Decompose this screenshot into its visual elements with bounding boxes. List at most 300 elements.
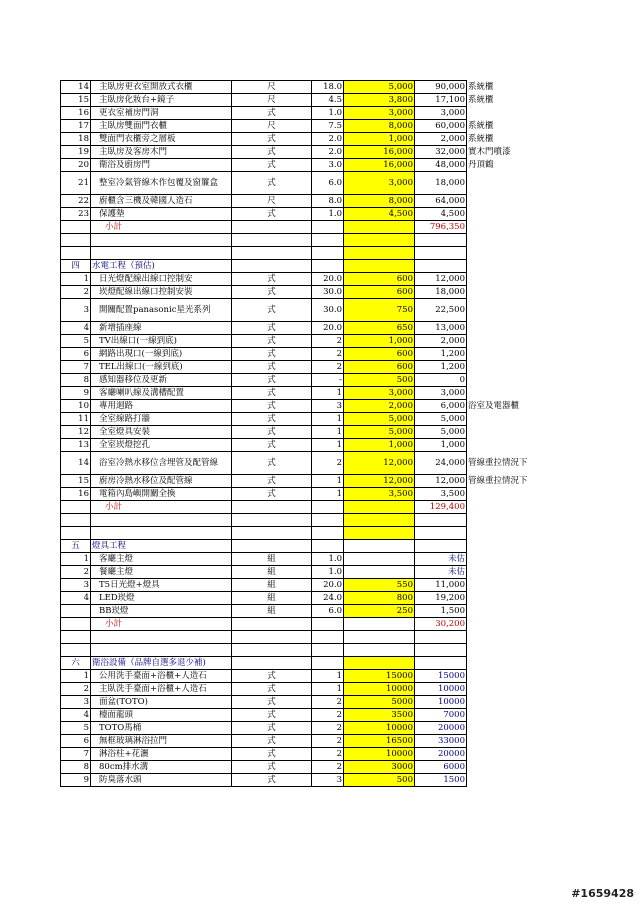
row-index: 7 xyxy=(61,361,91,374)
line-total: 1,200 xyxy=(415,348,467,361)
unit-price xyxy=(344,527,415,540)
item-name: 淋浴柱+花灑 xyxy=(91,748,232,761)
item-unit xyxy=(232,234,312,247)
line-total: 3,500 xyxy=(415,488,467,501)
item-name xyxy=(91,234,232,247)
item-note xyxy=(467,605,549,618)
row-index: 21 xyxy=(61,172,91,195)
row-index: 2 xyxy=(61,683,91,696)
unit-price: 650 xyxy=(344,322,415,335)
row-index: 5 xyxy=(61,335,91,348)
line-total xyxy=(415,644,467,657)
unit-price xyxy=(344,618,415,631)
item-name: 防臭落水頭 xyxy=(91,774,232,787)
item-unit: 式 xyxy=(232,273,312,286)
table-row xyxy=(61,400,549,413)
item-unit: 式 xyxy=(232,361,312,374)
unit-price: 3,000 xyxy=(344,387,415,400)
section-title: 水電工程（預估) xyxy=(91,260,232,273)
item-unit: 式 xyxy=(232,475,312,488)
table-row xyxy=(61,286,549,299)
item-name: TOTO馬桶 xyxy=(91,722,232,735)
item-quantity: 2 xyxy=(312,348,344,361)
line-total: 18,000 xyxy=(415,172,467,195)
unit-price: 10000 xyxy=(344,748,415,761)
row-index: 19 xyxy=(61,146,91,159)
line-total: 3,000 xyxy=(415,107,467,120)
item-quantity: 2 xyxy=(312,452,344,475)
item-unit: 組 xyxy=(232,566,312,579)
unit-price: 8,000 xyxy=(344,195,415,208)
item-note: 系統櫃 xyxy=(468,133,494,144)
subtotal-row xyxy=(61,501,549,514)
item-quantity: 1.0 xyxy=(312,107,344,120)
row-index: 9 xyxy=(61,774,91,787)
line-total: 60,000 xyxy=(415,120,467,133)
quotation-sheet xyxy=(60,80,528,787)
row-index: 4 xyxy=(61,322,91,335)
item-name: 80cm排水溝 xyxy=(91,761,232,774)
row-index: 2 xyxy=(61,286,91,299)
item-unit xyxy=(232,514,312,527)
subtotal-label: 小計 xyxy=(91,618,232,631)
item-note xyxy=(467,709,549,722)
item-note xyxy=(467,335,549,348)
item-quantity: 3.0 xyxy=(312,159,344,172)
table-row xyxy=(61,172,549,195)
line-total: 未估 xyxy=(415,553,467,566)
item-quantity: 2 xyxy=(312,335,344,348)
item-note xyxy=(467,299,549,322)
unit-price: 600 xyxy=(344,348,415,361)
unit-price: 600 xyxy=(344,273,415,286)
item-quantity: 20.0 xyxy=(312,322,344,335)
row-index: 14 xyxy=(61,452,91,475)
item-unit: 組 xyxy=(232,605,312,618)
unit-price: 1,000 xyxy=(344,439,415,452)
item-note xyxy=(467,774,549,787)
item-name: 網路出現口(一線到底) xyxy=(91,348,232,361)
table-row xyxy=(61,748,549,761)
table-row xyxy=(61,361,549,374)
table-row xyxy=(61,387,549,400)
item-name: 電箱內島嶼開關全換 xyxy=(91,488,232,501)
item-quantity xyxy=(312,644,344,657)
item-name: 無框玻璃淋浴拉門 xyxy=(91,735,232,748)
item-note xyxy=(467,322,549,335)
unit-price: 15000 xyxy=(344,670,415,683)
item-unit: 式 xyxy=(232,426,312,439)
item-unit: 式 xyxy=(232,761,312,774)
item-quantity: 2 xyxy=(312,735,344,748)
row-index: 8 xyxy=(61,374,91,387)
item-name: BB崁燈 xyxy=(91,605,232,618)
unit-price: 500 xyxy=(344,374,415,387)
row-index xyxy=(61,247,91,260)
blank-row xyxy=(61,644,549,657)
item-unit: 式 xyxy=(232,452,312,475)
table-row xyxy=(61,159,549,172)
table-row xyxy=(61,774,549,787)
item-unit: 尺 xyxy=(232,195,312,208)
item-unit xyxy=(232,657,312,670)
unit-price: 5000 xyxy=(344,696,415,709)
item-unit xyxy=(232,631,312,644)
item-unit: 式 xyxy=(232,133,312,146)
unit-price: 3500 xyxy=(344,709,415,722)
unit-price xyxy=(344,566,415,579)
line-total: 6000 xyxy=(415,761,467,774)
item-unit: 式 xyxy=(232,683,312,696)
item-name: 檯面龍頭 xyxy=(91,709,232,722)
section-title: 燈具工程 xyxy=(91,540,232,553)
item-name xyxy=(91,527,232,540)
line-total xyxy=(415,527,467,540)
row-index: 22 xyxy=(61,195,91,208)
row-index: 8 xyxy=(61,761,91,774)
item-name: 主臥房化妝台+鏡子 xyxy=(91,94,232,107)
line-total: 24,000 xyxy=(415,452,467,475)
line-total: 90,000 xyxy=(415,81,467,94)
unit-price xyxy=(344,501,415,514)
item-name: 全室崁燈挖孔 xyxy=(91,439,232,452)
row-index: 1 xyxy=(61,553,91,566)
line-total xyxy=(415,260,467,273)
row-index xyxy=(61,514,91,527)
item-note: 系統櫃 xyxy=(468,94,494,105)
unit-price: 1,000 xyxy=(344,133,415,146)
row-index xyxy=(61,527,91,540)
unit-price: 3,800 xyxy=(344,94,415,107)
item-name: 面盆(TOTO) xyxy=(91,696,232,709)
line-total: 32,000 xyxy=(415,146,467,159)
item-quantity: 4.5 xyxy=(312,94,344,107)
item-quantity: 1 xyxy=(312,475,344,488)
item-quantity: 2 xyxy=(312,709,344,722)
item-note: 浴室及電器櫃 xyxy=(468,400,520,411)
row-index: 15 xyxy=(61,94,91,107)
item-quantity: 1.0 xyxy=(312,553,344,566)
unit-price: 12,000 xyxy=(344,452,415,475)
item-note xyxy=(467,361,549,374)
item-name: LED崁燈 xyxy=(91,592,232,605)
subtotal-label: 小計 xyxy=(91,221,232,234)
table-row xyxy=(61,566,549,579)
item-quantity: 1.0 xyxy=(312,566,344,579)
row-index: 10 xyxy=(61,400,91,413)
unit-price: 10000 xyxy=(344,722,415,735)
unit-price: 16,000 xyxy=(344,159,415,172)
row-index: 3 xyxy=(61,299,91,322)
subtotal-row xyxy=(61,221,549,234)
line-total: 6,000 xyxy=(415,400,467,413)
line-total: 19,200 xyxy=(415,592,467,605)
item-note: 丹頂鶴 xyxy=(468,159,494,170)
item-name: 全室線路打牆 xyxy=(91,413,232,426)
item-unit: 式 xyxy=(232,208,312,221)
item-quantity: 7.5 xyxy=(312,120,344,133)
unit-price: 1,000 xyxy=(344,335,415,348)
item-name: 客廳喇叭線及溝槽配置 xyxy=(91,387,232,400)
section-title: 衛浴設備（品牌自選多退少補) xyxy=(91,657,232,670)
document-id-stamp: #1659428 xyxy=(571,887,634,900)
table-row xyxy=(61,761,549,774)
item-note xyxy=(467,387,549,400)
item-name: 主臥房及客房木門 xyxy=(91,146,232,159)
item-note: 管線重拉情況下 xyxy=(468,475,528,486)
subtotal-amount: 129,400 xyxy=(415,501,467,514)
line-total: 7000 xyxy=(415,709,467,722)
line-total xyxy=(415,514,467,527)
blank-row xyxy=(61,514,549,527)
row-index: 2 xyxy=(61,566,91,579)
item-name: T5日光燈+燈具 xyxy=(91,579,232,592)
item-unit: 尺 xyxy=(232,81,312,94)
table-row xyxy=(61,722,549,735)
unit-price: 2,000 xyxy=(344,400,415,413)
item-quantity: - xyxy=(312,374,344,387)
line-total: 2,000 xyxy=(415,335,467,348)
item-unit: 式 xyxy=(232,159,312,172)
item-quantity: 30.0 xyxy=(312,299,344,322)
table-row xyxy=(61,208,549,221)
table-row xyxy=(61,413,549,426)
line-total xyxy=(415,631,467,644)
item-quantity xyxy=(312,247,344,260)
section-number: 六 xyxy=(61,657,91,670)
row-index: 1 xyxy=(61,670,91,683)
subtotal-amount: 796,350 xyxy=(415,221,467,234)
item-note: 管線重拉情況下 xyxy=(468,457,528,468)
item-name: 開關配置panasonic星光系列 xyxy=(91,299,232,322)
row-index: 14 xyxy=(61,81,91,94)
table-row xyxy=(61,579,549,592)
item-unit: 式 xyxy=(232,413,312,426)
line-total: 10000 xyxy=(415,696,467,709)
unit-price: 600 xyxy=(344,286,415,299)
item-note xyxy=(467,488,549,501)
item-quantity: 1 xyxy=(312,413,344,426)
item-note xyxy=(467,413,549,426)
item-name: 雙面門衣櫃旁之層板 xyxy=(91,133,232,146)
item-name: 更衣室補房門洞 xyxy=(91,107,232,120)
blank-row xyxy=(61,247,549,260)
item-note xyxy=(467,553,549,566)
row-index: 7 xyxy=(61,748,91,761)
item-note xyxy=(467,579,549,592)
row-index: 16 xyxy=(61,488,91,501)
item-name: TEL出線口(一線到底) xyxy=(91,361,232,374)
table-row xyxy=(61,299,549,322)
table-row xyxy=(61,94,549,107)
table-row xyxy=(61,553,549,566)
item-name: 餐廳主燈 xyxy=(91,566,232,579)
row-index: 4 xyxy=(61,592,91,605)
table-row xyxy=(61,696,549,709)
item-unit: 式 xyxy=(232,107,312,120)
item-quantity: 2 xyxy=(312,761,344,774)
item-name xyxy=(91,631,232,644)
item-quantity: 30.0 xyxy=(312,286,344,299)
row-index: 12 xyxy=(61,426,91,439)
item-note xyxy=(467,735,549,748)
unit-price xyxy=(344,644,415,657)
table-row xyxy=(61,592,549,605)
item-note xyxy=(467,722,549,735)
item-unit: 式 xyxy=(232,488,312,501)
table-row xyxy=(61,322,549,335)
item-name: 主臥洗手臺面+浴櫃+人造石 xyxy=(91,683,232,696)
table-row xyxy=(61,81,549,94)
item-unit: 式 xyxy=(232,286,312,299)
section-header-row xyxy=(61,657,549,670)
item-quantity xyxy=(312,221,344,234)
item-note: 系統櫃 xyxy=(468,120,494,131)
unit-price: 5,000 xyxy=(344,426,415,439)
section-number: 四 xyxy=(61,260,91,273)
line-total: 1,200 xyxy=(415,361,467,374)
item-unit: 式 xyxy=(232,696,312,709)
item-unit: 式 xyxy=(232,299,312,322)
line-total: 11,000 xyxy=(415,579,467,592)
item-name: 廚房冷熱水移位及配管線 xyxy=(91,475,232,488)
unit-price: 12,000 xyxy=(344,475,415,488)
unit-price: 5,000 xyxy=(344,413,415,426)
item-quantity: 3 xyxy=(312,400,344,413)
blank-row xyxy=(61,234,549,247)
row-index: 3 xyxy=(61,579,91,592)
item-unit: 式 xyxy=(232,735,312,748)
line-total: 20000 xyxy=(415,748,467,761)
item-unit: 式 xyxy=(232,748,312,761)
item-note xyxy=(467,748,549,761)
unit-price: 600 xyxy=(344,361,415,374)
item-note xyxy=(467,501,549,514)
item-quantity: 1 xyxy=(312,387,344,400)
item-unit xyxy=(232,527,312,540)
row-index: 20 xyxy=(61,159,91,172)
unit-price: 750 xyxy=(344,299,415,322)
item-unit: 組 xyxy=(232,553,312,566)
row-index xyxy=(61,631,91,644)
item-name xyxy=(91,247,232,260)
section-header-row xyxy=(61,260,549,273)
item-name xyxy=(91,644,232,657)
item-quantity: 3 xyxy=(312,774,344,787)
row-index xyxy=(61,605,91,618)
item-quantity xyxy=(312,540,344,553)
line-total: 4,500 xyxy=(415,208,467,221)
item-unit: 尺 xyxy=(232,94,312,107)
item-note xyxy=(467,260,549,273)
subtotal-label: 小計 xyxy=(91,501,232,514)
item-note xyxy=(467,566,549,579)
item-note xyxy=(467,592,549,605)
item-note xyxy=(467,426,549,439)
line-total: 22,500 xyxy=(415,299,467,322)
table-row xyxy=(61,120,549,133)
table-row xyxy=(61,475,549,488)
line-total: 5,000 xyxy=(415,426,467,439)
unit-price xyxy=(344,657,415,670)
item-note xyxy=(467,221,549,234)
unit-price xyxy=(344,260,415,273)
item-quantity: 1 xyxy=(312,670,344,683)
item-note xyxy=(467,286,549,299)
item-unit xyxy=(232,644,312,657)
item-quantity: 2 xyxy=(312,722,344,735)
line-total: 13,000 xyxy=(415,322,467,335)
item-name: 衛浴及廚房門 xyxy=(91,159,232,172)
row-index xyxy=(61,221,91,234)
item-unit: 式 xyxy=(232,348,312,361)
row-index: 23 xyxy=(61,208,91,221)
item-note xyxy=(467,348,549,361)
row-index: 1 xyxy=(61,273,91,286)
table-row xyxy=(61,146,549,159)
table-row xyxy=(61,605,549,618)
item-note: 系統櫃 xyxy=(468,81,494,92)
item-quantity: 24.0 xyxy=(312,592,344,605)
item-unit: 組 xyxy=(232,579,312,592)
unit-price xyxy=(344,247,415,260)
item-quantity: 6.0 xyxy=(312,605,344,618)
item-name: 日光燈配線出線口控制安 xyxy=(91,273,232,286)
item-quantity: 1 xyxy=(312,683,344,696)
unit-price: 550 xyxy=(344,579,415,592)
line-total xyxy=(415,234,467,247)
unit-price xyxy=(344,234,415,247)
line-total: 1500 xyxy=(415,774,467,787)
item-unit: 式 xyxy=(232,374,312,387)
table-row xyxy=(61,452,549,475)
item-unit xyxy=(232,540,312,553)
item-quantity: 2 xyxy=(312,361,344,374)
item-unit: 式 xyxy=(232,387,312,400)
unit-price: 5,000 xyxy=(344,81,415,94)
item-quantity xyxy=(312,527,344,540)
unit-price: 3000 xyxy=(344,761,415,774)
item-name: 公用洗手臺面+浴櫃+人造石 xyxy=(91,670,232,683)
table-row xyxy=(61,683,549,696)
line-total: 0 xyxy=(415,374,467,387)
item-unit: 式 xyxy=(232,400,312,413)
row-index: 6 xyxy=(61,735,91,748)
item-name: 全室燈具安裝 xyxy=(91,426,232,439)
item-name: 感知器移位及更新 xyxy=(91,374,232,387)
table-row xyxy=(61,195,549,208)
item-unit xyxy=(232,501,312,514)
row-index: 6 xyxy=(61,348,91,361)
table-row xyxy=(61,670,549,683)
table-row xyxy=(61,709,549,722)
item-note xyxy=(467,374,549,387)
item-quantity xyxy=(312,234,344,247)
line-total xyxy=(415,657,467,670)
item-quantity: 1 xyxy=(312,439,344,452)
item-note xyxy=(467,172,549,195)
item-quantity: 1 xyxy=(312,488,344,501)
unit-price xyxy=(344,221,415,234)
table-row xyxy=(61,439,549,452)
line-total: 1,500 xyxy=(415,605,467,618)
item-note xyxy=(467,540,549,553)
line-total: 18,000 xyxy=(415,286,467,299)
item-unit xyxy=(232,260,312,273)
item-unit: 式 xyxy=(232,670,312,683)
unit-price xyxy=(344,631,415,644)
table-row xyxy=(61,374,549,387)
